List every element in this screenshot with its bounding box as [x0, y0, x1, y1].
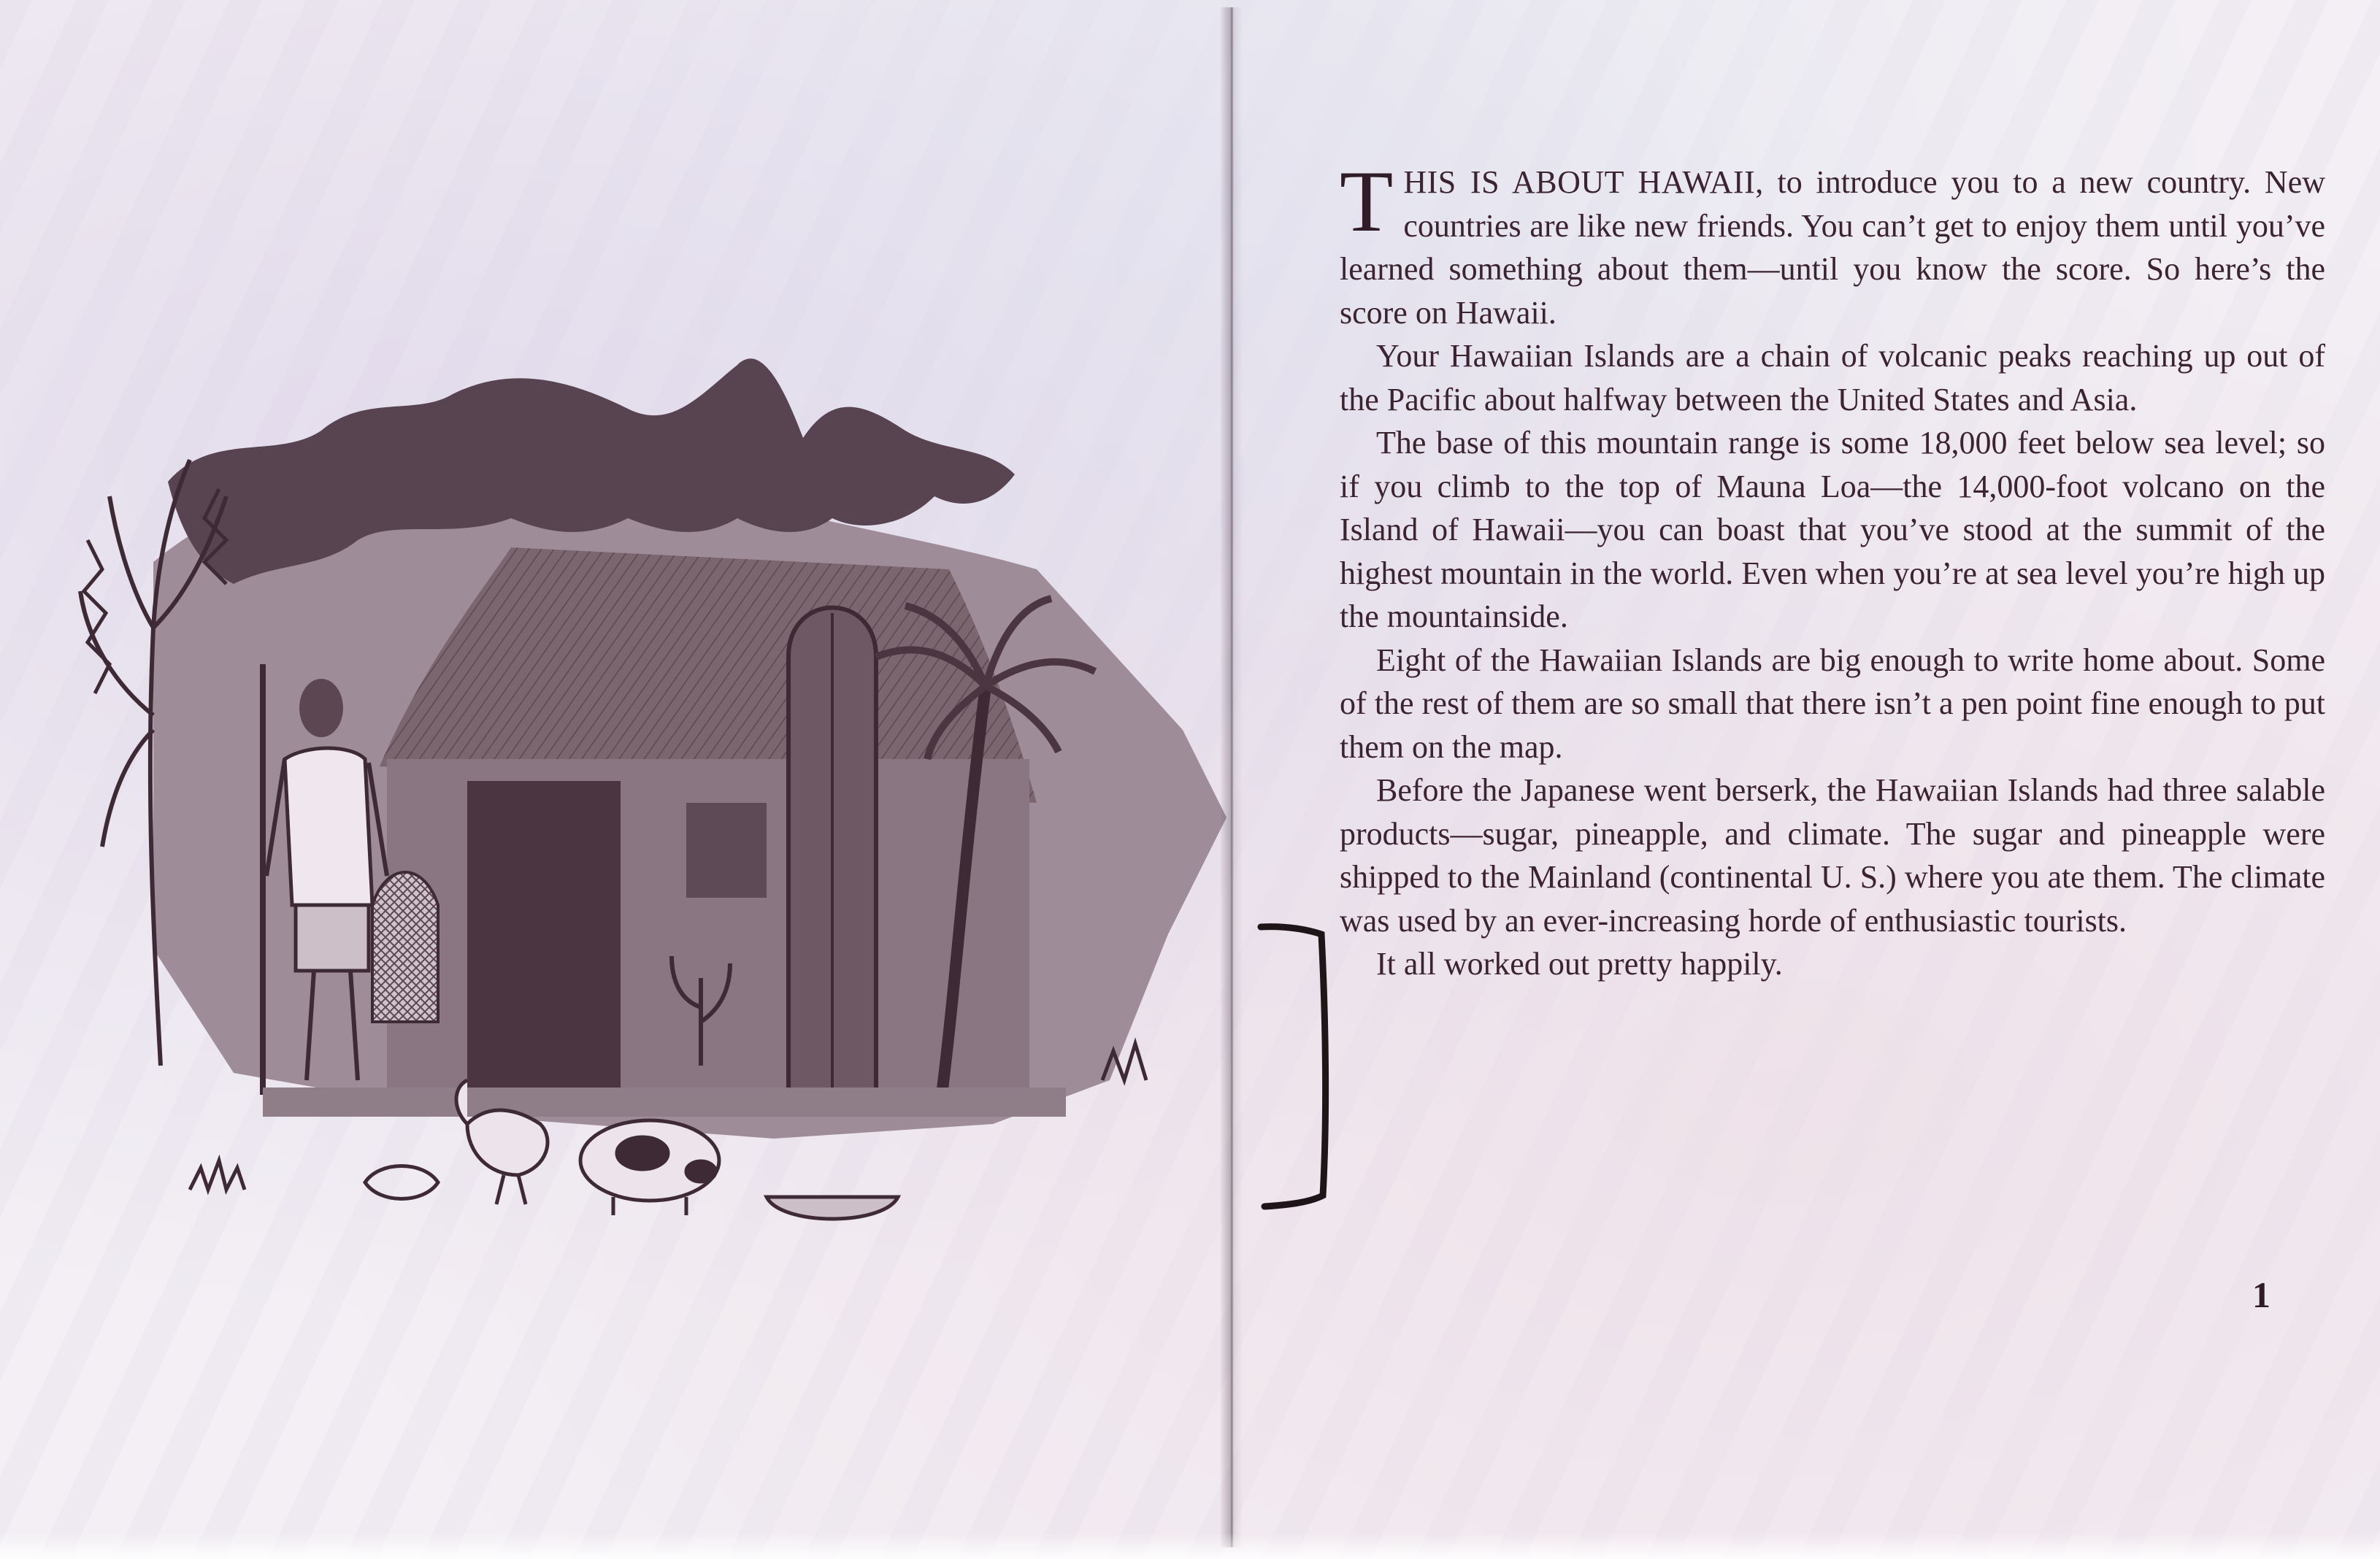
- opening-caps: HIS IS ABOUT HAWAII,: [1403, 164, 1764, 200]
- bowl: [365, 1166, 438, 1199]
- paragraph: Eight of the Hawaiian Islands are big enough to write home about. Some of the rest of them are so small that there isn’t a pen point fine enough to put them on the map.: [1340, 642, 2325, 765]
- drop-cap: T: [1340, 153, 1394, 250]
- opening-paragraph: [1340, 153, 2326, 334]
- hawaiian-village-illustration: [44, 350, 1241, 1270]
- pig: [580, 1120, 719, 1215]
- margin-bracket-mark: [1250, 918, 1337, 1214]
- paragraph: The base of this mountain range is some 18,000 feet below sea level; so if you climb to the top of Mauna Loa—the 14,000-foot volcano on the Island of Hawaii—you can boast that you’ve stood at the summit of the highest mountain in the world. Even when you’re at sea level you’re high up the mountainside.: [1340, 425, 2325, 634]
- book-gutter: [1221, 7, 1243, 1547]
- opening-text: to introduce you to a new country. New countries are like new friends. You can’t get to enjoy them until you’ve learned something about them—until you know the score. So here’s the score on Hawaii.: [1340, 164, 2326, 331]
- wooden-dish: [767, 1197, 898, 1219]
- page-bottom-edge: [0, 1533, 2380, 1559]
- hut-door: [467, 781, 621, 1088]
- right-page: [1241, 15, 2365, 1547]
- paragraph: It all worked out pretty happily.: [1376, 946, 1783, 982]
- hut-window: [686, 803, 767, 898]
- fish-trap: [372, 872, 438, 1022]
- body-text: [1340, 153, 2326, 986]
- paragraph: Before the Japanese went berserk, the Hawaiian Islands had three salable products—sugar, pineapple, and climate. The sugar and pineapple were shipped to the Mainland (continental U. S.) where you ate them. The climate was used by an ever-increasing horde of enthusiastic tourists.: [1340, 772, 2325, 939]
- page-number: 1: [2252, 1274, 2270, 1315]
- ground: [263, 1088, 1066, 1117]
- paragraph: Your Hawaiian Islands are a chain of volcanic peaks reaching up out of the Pacific about halfway between the United States and Asia.: [1340, 338, 2325, 417]
